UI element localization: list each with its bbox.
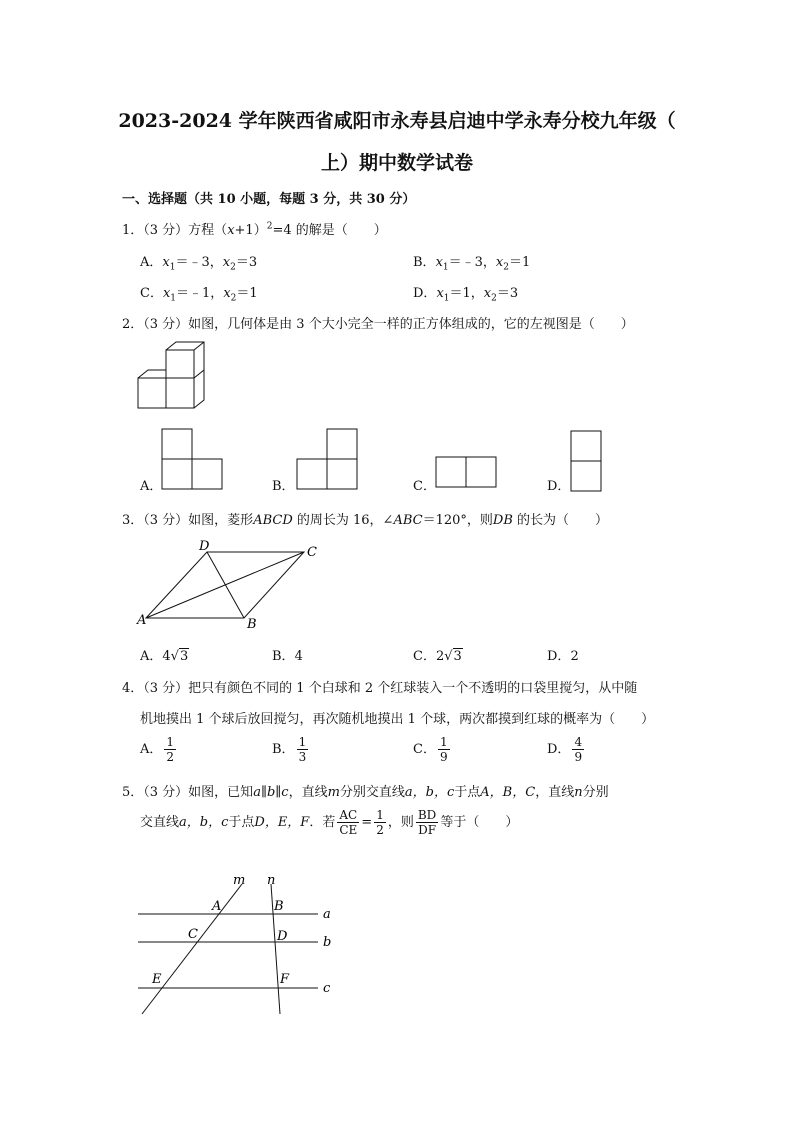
vertex-label-b: B: [247, 617, 257, 632]
q2-option-d[interactable]: D．: [547, 479, 571, 494]
label-point-b: B: [274, 899, 284, 914]
q3-rhombus-figure: [132, 536, 332, 636]
q1-option-a[interactable]: A．$x_1=﹣3$，$x_2=3$: [140, 255, 258, 273]
q2-option-b[interactable]: B．: [272, 479, 295, 494]
q3-option-b[interactable]: B．4: [272, 649, 303, 664]
q2-option-a[interactable]: A．: [140, 479, 163, 494]
q2-option-a-figure[interactable]: [160, 427, 224, 491]
question-5-stem-line1: 5．（3 分）如图，已知a∥b∥c，直线m分别交直线a，b，c于点A，B，C，直线n分别: [122, 785, 609, 800]
q4-option-b[interactable]: B． $\frac{1}{3}$: [272, 735, 307, 764]
q4-option-d[interactable]: D． $\frac{4}{9}$: [547, 735, 583, 764]
label-point-c: C: [188, 927, 198, 942]
label-line-c: c: [323, 981, 331, 996]
q3-option-c[interactable]: C．2√3: [413, 649, 462, 664]
q2-solid-figure: [132, 336, 212, 416]
label-m: m: [233, 873, 246, 888]
question-3-stem: 3．（3 分）如图，菱形ABCD 的周长为 16，∠ABC＝120°，则DB 的长为（ ）: [122, 513, 609, 528]
question-2-stem: 2．（3 分）如图，几何体是由 3 个大小完全一样的正方体组成的，它的左视图是（ ）: [122, 317, 634, 332]
page-title-line1: 2023-2024 学年陕西省咸阳市永寿县启迪中学永寿分校九年级（: [118, 110, 676, 132]
line-m: [142, 884, 242, 1014]
label-n: n: [267, 873, 276, 888]
question-5-stem-line2: 交直线a，b，c于点D，E，F．若 $\frac{AC}{CE}$ = $\frac{1}{2}$ ，则 $\frac{BD}{DF}$ 等于（ ）: [140, 808, 519, 837]
diagonal-db: [207, 552, 244, 618]
q2-option-b-figure[interactable]: [295, 427, 359, 491]
q1-option-d[interactable]: D．$x_1=1$，$x_2=3$: [413, 286, 519, 304]
q2-option-c-figure[interactable]: [434, 455, 498, 491]
q1-option-b[interactable]: B．$x_1=﹣3$，$x_2=1$: [413, 255, 531, 273]
label-point-e: E: [152, 972, 162, 987]
section-heading: 一、选择题（共 10 小题，每题 3 分，共 30 分）: [122, 192, 416, 207]
question-1-stem: 1．（3 分）方程$(x+1)^2=4$ 的解是（ ）: [122, 221, 387, 238]
page-title-line2: 上）期中数学试卷: [320, 152, 473, 174]
label-point-d: D: [277, 929, 288, 944]
label-point-f: F: [280, 972, 290, 987]
q5-parallel-lines-figure: [130, 870, 350, 1020]
label-line-a: a: [323, 907, 331, 922]
vertex-label-c: C: [307, 545, 317, 560]
question-4-stem-line2: 机地摸出 1 个球后放回搅匀，再次随机地摸出 1 个球，两次都摸到红球的概率为（ ）: [140, 712, 655, 727]
q1-option-c[interactable]: C．$x_1=﹣1$，$x_2=1$: [140, 286, 258, 304]
vertex-label-d: D: [199, 539, 210, 554]
q3-option-d[interactable]: D．2: [547, 649, 579, 664]
q4-option-a[interactable]: A． $\frac{1}{2}$: [140, 735, 175, 764]
q3-option-a[interactable]: A．4√3: [140, 649, 189, 664]
question-4-stem-line1: 4．（3 分）把只有颜色不同的 1 个白球和 2 个红球装入一个不透明的口袋里搅匀，从中随: [122, 681, 638, 696]
q2-option-d-figure[interactable]: [569, 429, 605, 493]
label-point-a: A: [212, 899, 222, 914]
q2-option-c[interactable]: C．: [413, 479, 436, 494]
vertex-label-a: A: [137, 613, 147, 628]
label-line-b: b: [323, 935, 332, 950]
q4-option-c[interactable]: C． $\frac{1}{9}$: [413, 735, 448, 764]
